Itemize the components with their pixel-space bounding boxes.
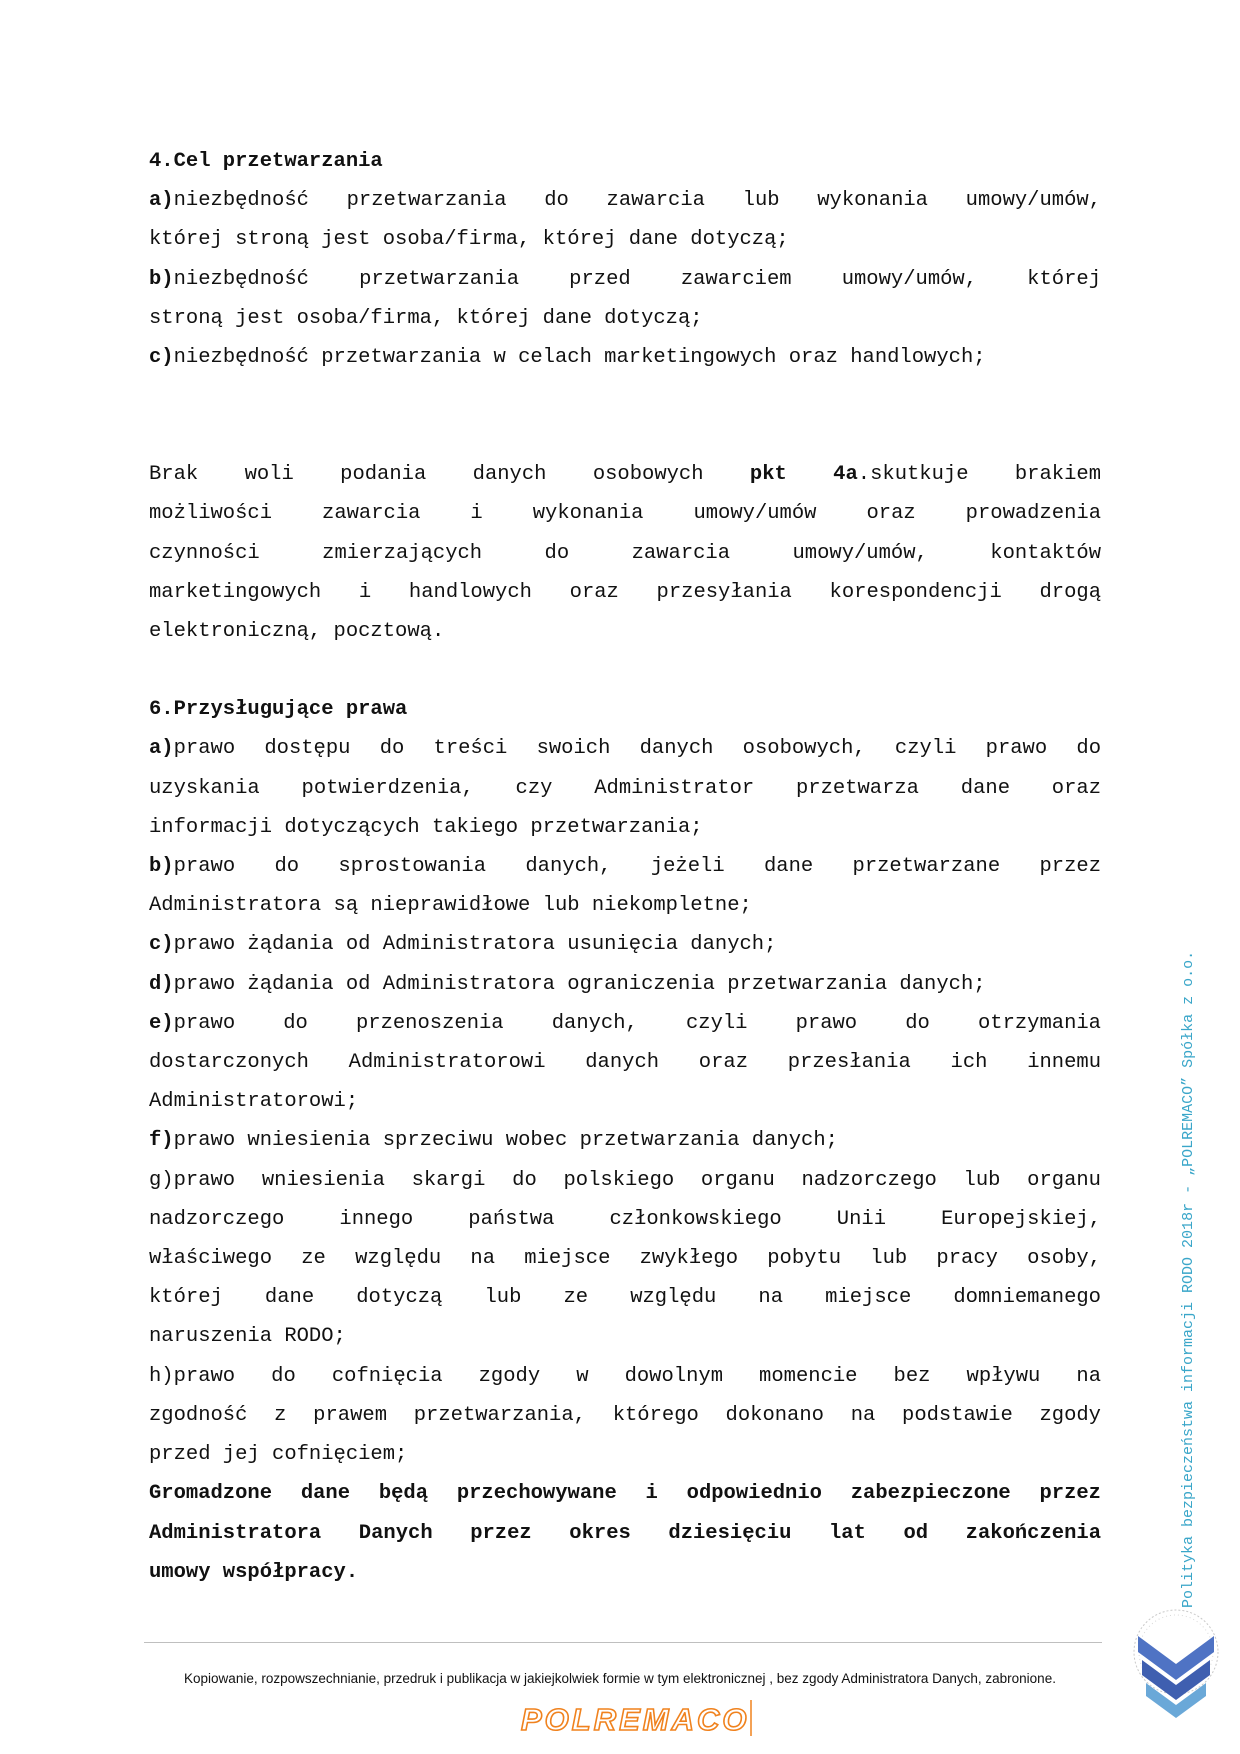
section-6-item-g-cont: właściwego ze względu na miejsce zwykłego pobytu lub pracy osoby, [149, 1247, 1101, 1271]
item-text: prawo dostępu do treści swoich danych osobowych, czyli prawo do [173, 737, 1101, 761]
section-4-item-a [149, 181, 1101, 220]
item-marker: a) [149, 737, 174, 761]
side-policy-caption: Polityka bezpieczeństwa informacji RODO 2018r - „POLREMACO” Spółka z o.o. [1180, 950, 1197, 1608]
item-text: prawo wniesienia sprzeciwu wobec przetwarzania danych; [173, 1129, 838, 1153]
section-4-heading: 4.Cel przetwarzania [149, 150, 383, 173]
item-marker: b) [149, 855, 174, 879]
section-4-item-a-cont: której stroną jest osoba/firma, której dane dotyczą; [149, 228, 789, 252]
notice-line-5: elektroniczną, pocztową. [149, 620, 445, 644]
document-body [149, 142, 1101, 1592]
logo-text: POLREMACO [521, 1702, 750, 1737]
section-6-item-b-cont: Administratora są nieprawidłowe lub niekompletne; [149, 894, 752, 918]
section-6-item-g: g)prawo wniesienia skargi do polskiego organu nadzorczego lub organu [149, 1168, 1101, 1192]
section-4-item-b-cont: stroną jest osoba/firma, której dane dotyczą; [149, 306, 703, 330]
section-6-item-a-cont: uzyskania potwierdzenia, czy Administrator przetwarza dane oraz [149, 776, 1101, 800]
polremaco-logo [517, 1696, 757, 1742]
section-6-item-d [149, 965, 1101, 1004]
notice-line-4: marketingowych i handlowych oraz przesyłania korespondencji drogą [149, 580, 1101, 604]
item-text: niezbędność przetwarzania w celach marketingowych oraz handlowych; [173, 346, 986, 370]
section-6-item-a [149, 729, 1101, 768]
section-4-item-b [149, 260, 1101, 299]
section-6-item-g-cont: której dane dotyczą lub ze względu na miejsce domniemanego [149, 1286, 1101, 1310]
item-marker: a) [149, 189, 174, 213]
item-text: niezbędność przetwarzania do zawarcia lub wykonania umowy/umów, [173, 189, 1101, 213]
section-6-item-h-cont: przed jej cofnięciem; [149, 1443, 408, 1467]
retention-statement-cont: umowy współpracy. [149, 1560, 359, 1584]
notice-line-1 [149, 455, 1101, 494]
retention-statement-cont: Administratora Danych przez okres dziesięciu lat od zakończenia [149, 1521, 1101, 1545]
item-marker: d) [149, 972, 174, 996]
notice-line-2: możliwości zawarcia i wykonania umowy/umów oraz prowadzenia [149, 502, 1101, 526]
item-text: prawo do sprostowania danych, jeżeli dane przetwarzane przez [173, 855, 1101, 879]
item-marker: c) [149, 346, 174, 370]
item-marker: b) [149, 267, 174, 291]
section-6-item-c [149, 925, 1101, 964]
section-6-item-e-cont: dostarczonych Administratorowi danych oraz przesłania ich innemu [149, 1051, 1101, 1075]
item-marker: f) [149, 1129, 174, 1153]
section-6-item-a-cont: informacji dotyczących takiego przetwarzania; [149, 815, 703, 839]
section-6-item-g-cont: nadzorczego innego państwa członkowskiego Unii Europejskiej, [149, 1207, 1101, 1231]
section-6-heading: 6.Przysługujące prawa [149, 698, 408, 722]
notice-text: .skutkuje brakiem [857, 463, 1101, 487]
section-6-item-h-cont: zgodność z prawem przetwarzania, którego dokonano na podstawie zgody [149, 1403, 1101, 1427]
item-text: niezbędność przetwarzania przed zawarciem umowy/umów, której [173, 267, 1101, 291]
section-6-item-h: h)prawo do cofnięcia zgody w dowolnym momencie bez wpływu na [149, 1364, 1101, 1388]
notice-reference: pkt 4a [749, 463, 858, 487]
section-6-item-g-cont: naruszenia RODO; [149, 1325, 346, 1349]
footer-divider [144, 1642, 1102, 1643]
spacer [149, 377, 1101, 455]
item-text: prawo żądania od Administratora ograniczenia przetwarzania danych; [173, 972, 986, 996]
item-marker: c) [149, 933, 174, 957]
section-6-item-b [149, 847, 1101, 886]
footer-copyright-notice: Kopiowanie, rozpowszechnianie, przedruk i publikacja w jakiejkolwiek formie w tym elektronicznej , bez zgody Administratora Danych, zabronione. [184, 1671, 1056, 1686]
section-4-item-c [149, 338, 1101, 377]
item-text: prawo żądania od Administratora usunięcia danych; [173, 933, 777, 957]
notice-text: Brak woli podania danych osobowych [149, 463, 750, 487]
section-6-item-f [149, 1121, 1101, 1160]
item-text: prawo do przenoszenia danych, czyli prawo do otrzymania [173, 1011, 1101, 1035]
chevron-emblem-icon [1126, 1608, 1222, 1720]
item-marker: e) [149, 1011, 174, 1035]
notice-line-3: czynności zmierzających do zawarcia umowy/umów, kontaktów [149, 541, 1101, 565]
retention-statement: Gromadzone dane będą przechowywane i odpowiednio zabezpieczone przez [149, 1482, 1101, 1506]
section-6-item-e [149, 1004, 1101, 1043]
section-6-item-e-cont: Administratorowi; [149, 1090, 359, 1114]
spacer [149, 651, 1101, 690]
